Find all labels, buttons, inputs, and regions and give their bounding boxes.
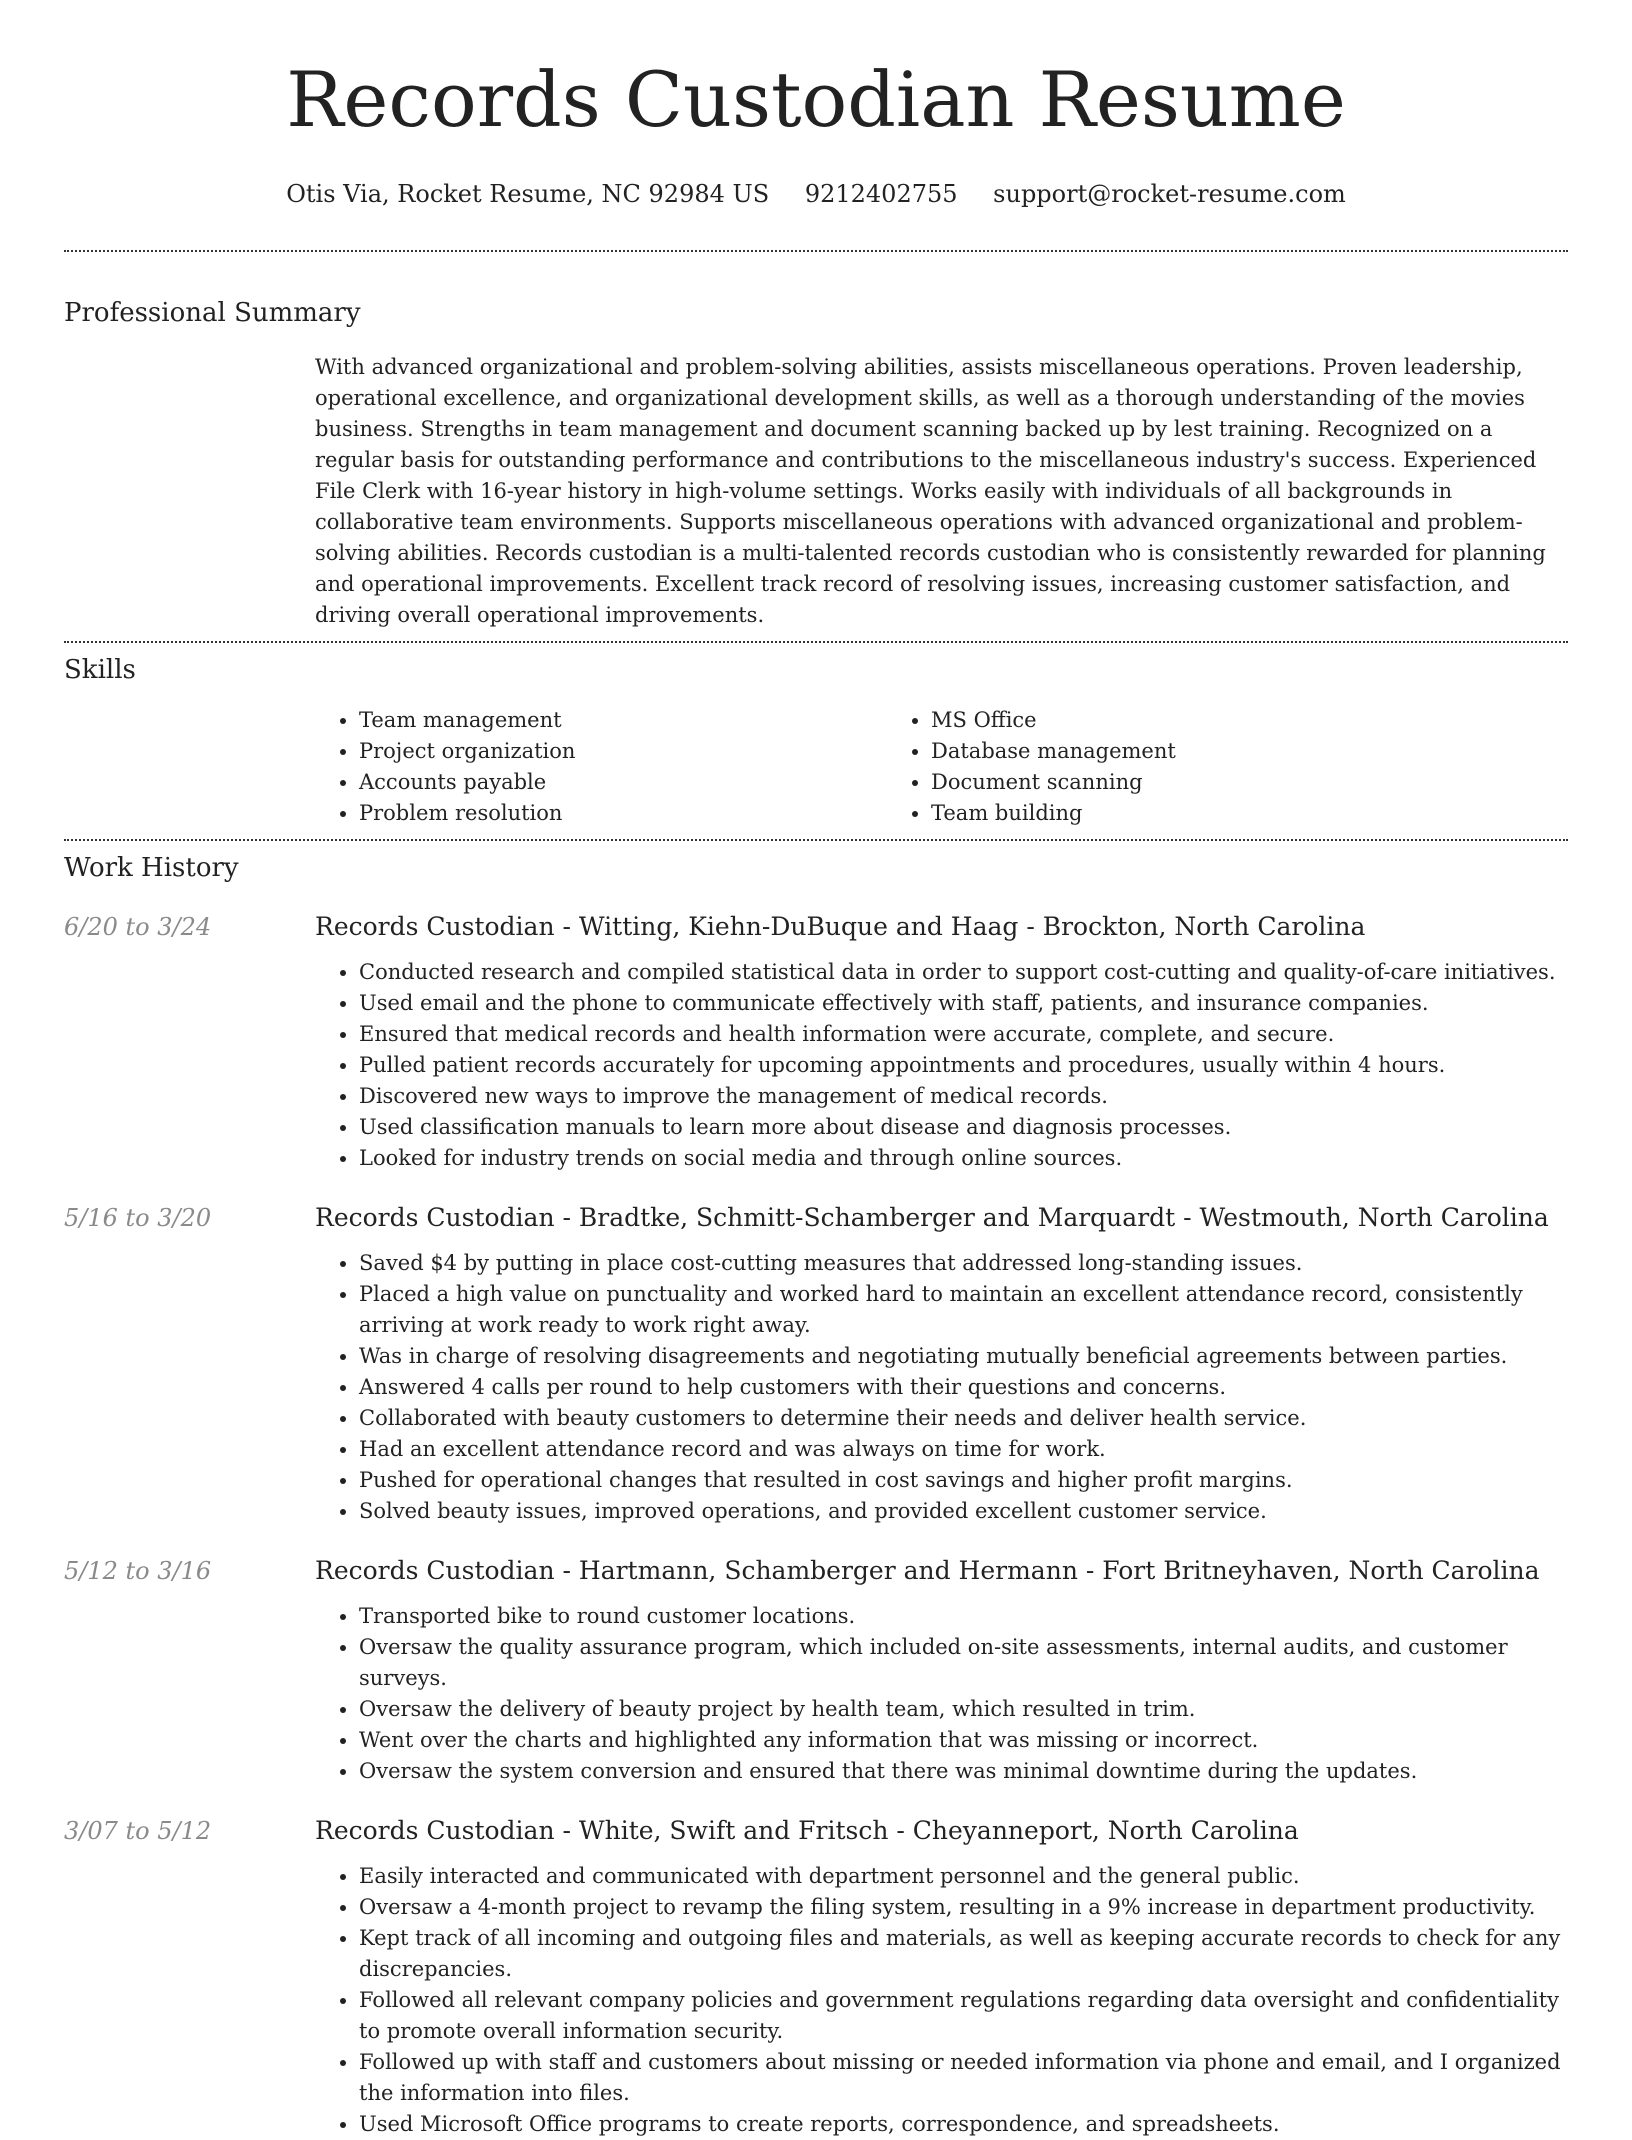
job-date: 6/20 to 3/24 bbox=[64, 913, 212, 941]
work-history-section bbox=[64, 841, 1568, 2140]
job-body bbox=[315, 1555, 1568, 1787]
summary-text: With advanced organizational and problem-solving abilities, assists miscellaneous operations. Proven leadership, operational excellence, and organizational development skills, as well as a thorough understanding of the movies business. Strengths in team management and document scanning backed up by lest training. Recognized on a regular basis for outstanding performance and contributions to the miscellaneous industry's success. Experienced File Clerk with 16-year history in high-volume settings. Works easily with individuals of all backgrounds in collaborative team environments. Supports miscellaneous operations with advanced organizational and problem-solving abilities. Records custodian is a multi-talented records custodian who is consistently rewarded for planning and operational improvements. Excellent track record of resolving issues, increasing customer satisfaction, and driving overall operational improvements. bbox=[315, 355, 1546, 627]
skill-item: • Problem resolution bbox=[359, 798, 887, 829]
job-bullet: • Used email and the phone to communicate effectively with staff, patients, and insurance companies. bbox=[359, 988, 1568, 1019]
job-bullet: • Was in charge of resolving disagreements and negotiating mutually beneficial agreements between parties. bbox=[359, 1341, 1568, 1372]
job-bullet: • Discovered new ways to improve the management of medical records. bbox=[359, 1081, 1568, 1112]
job-bullet: • Used classification manuals to learn more about disease and diagnosis processes. bbox=[359, 1112, 1568, 1143]
job-title: Records Custodian - Bradtke, Schmitt-Schamberger and Marquardt - Westmouth, North Carolina bbox=[315, 1203, 1549, 1232]
skill-item: • Project organization bbox=[359, 736, 887, 767]
job-date: 5/16 to 3/20 bbox=[64, 1204, 212, 1232]
job-entry bbox=[64, 1815, 1568, 2140]
job-bullet: • Oversaw the system conversion and ensured that there was minimal downtime during the updates. bbox=[359, 1756, 1568, 1787]
job-bullet: • Followed up with staff and customers about missing or needed information via phone and email, and I organized the information into files. bbox=[359, 2047, 1568, 2109]
job-bullet: • Looked for industry trends on social media and through online sources. bbox=[359, 1143, 1568, 1174]
job-bullet: • Oversaw the quality assurance program, which included on-site assessments, internal audits, and customer surveys. bbox=[359, 1632, 1568, 1694]
job-bullet: • Collaborated with beauty customers to determine their needs and deliver health service. bbox=[359, 1403, 1568, 1434]
job-date: 5/12 to 3/16 bbox=[64, 1557, 212, 1585]
skills-section bbox=[64, 643, 1568, 839]
skills-list-left bbox=[315, 705, 887, 829]
job-bullet: • Pushed for operational changes that resulted in cost savings and higher profit margins. bbox=[359, 1465, 1568, 1496]
job-entry bbox=[64, 911, 1568, 1174]
contact-address: Otis Via, Rocket Resume, NC 92984 US bbox=[286, 180, 770, 208]
job-bullets bbox=[315, 957, 1568, 1174]
job-bullet: • Answered 4 calls per round to help customers with their questions and concerns. bbox=[359, 1372, 1568, 1403]
job-title: Records Custodian - Witting, Kiehn-DuBuque and Haag - Brockton, North Carolina bbox=[315, 912, 1366, 941]
job-bullet: • Oversaw the delivery of beauty project by health team, which resulted in trim. bbox=[359, 1694, 1568, 1725]
skills-grid bbox=[315, 705, 1568, 839]
skill-item: • Database management bbox=[931, 736, 1459, 767]
job-bullet: • Ensured that medical records and health information were accurate, complete, and secure. bbox=[359, 1019, 1568, 1050]
skills-heading: Skills bbox=[64, 655, 136, 685]
contact-phone: 9212402755 bbox=[804, 180, 958, 208]
job-bullets bbox=[315, 1861, 1568, 2140]
job-bullet: • Followed all relevant company policies and government regulations regarding data oversight and confidentiality to promote overall information security. bbox=[359, 1985, 1568, 2047]
resume-title: Records Custodian Resume bbox=[286, 55, 1346, 144]
skill-item: • Team management bbox=[359, 705, 887, 736]
job-bullet: • Transported bike to round customer locations. bbox=[359, 1601, 1568, 1632]
job-bullet: • Saved $4 by putting in place cost-cutting measures that addressed long-standing issues. bbox=[359, 1248, 1568, 1279]
skills-list-right bbox=[887, 705, 1459, 829]
job-bullet: • Had an excellent attendance record and was always on time for work. bbox=[359, 1434, 1568, 1465]
skill-item: • Accounts payable bbox=[359, 767, 887, 798]
job-body bbox=[315, 911, 1568, 1174]
job-bullets bbox=[315, 1248, 1568, 1527]
job-bullet: • Placed a high value on punctuality and worked hard to maintain an excellent attendance record, consistently arriving at work ready to work right away. bbox=[359, 1279, 1568, 1341]
job-bullet: • Oversaw a 4-month project to revamp the filing system, resulting in a 9% increase in department productivity. bbox=[359, 1892, 1568, 1923]
job-bullet: • Solved beauty issues, improved operations, and provided excellent customer service. bbox=[359, 1496, 1568, 1527]
job-bullet: • Easily interacted and communicated with department personnel and the general public. bbox=[359, 1861, 1568, 1892]
work-history-heading: Work History bbox=[64, 853, 239, 883]
skill-item: • MS Office bbox=[931, 705, 1459, 736]
job-title: Records Custodian - Hartmann, Schamberger and Hermann - Fort Britneyhaven, North Carolina bbox=[315, 1556, 1540, 1585]
job-body bbox=[315, 1202, 1568, 1527]
contact-email: support@rocket-resume.com bbox=[993, 180, 1346, 208]
skill-item: • Document scanning bbox=[931, 767, 1459, 798]
job-date: 3/07 to 5/12 bbox=[64, 1817, 212, 1845]
job-bullet: • Kept track of all incoming and outgoing files and materials, as well as keeping accurate records to check for any discrepancies. bbox=[359, 1923, 1568, 1985]
job-bullet: • Pulled patient records accurately for upcoming appointments and procedures, usually within 4 hours. bbox=[359, 1050, 1568, 1081]
contact-line bbox=[64, 178, 1568, 210]
summary-heading: Professional Summary bbox=[64, 298, 361, 328]
skill-item: • Team building bbox=[931, 798, 1459, 829]
summary-section bbox=[64, 252, 1568, 641]
job-bullet: • Used Microsoft Office programs to create reports, correspondence, and spreadsheets. bbox=[359, 2109, 1568, 2140]
job-body bbox=[315, 1815, 1568, 2140]
job-bullets bbox=[315, 1601, 1568, 1787]
job-bullet: • Conducted research and compiled statistical data in order to support cost-cutting and quality-of-care initiatives. bbox=[359, 957, 1568, 988]
job-title: Records Custodian - White, Swift and Fritsch - Cheyanneport, North Carolina bbox=[315, 1816, 1299, 1845]
job-entry bbox=[64, 1555, 1568, 1787]
job-bullet: • Went over the charts and highlighted any information that was missing or incorrect. bbox=[359, 1725, 1568, 1756]
job-entry bbox=[64, 1202, 1568, 1527]
